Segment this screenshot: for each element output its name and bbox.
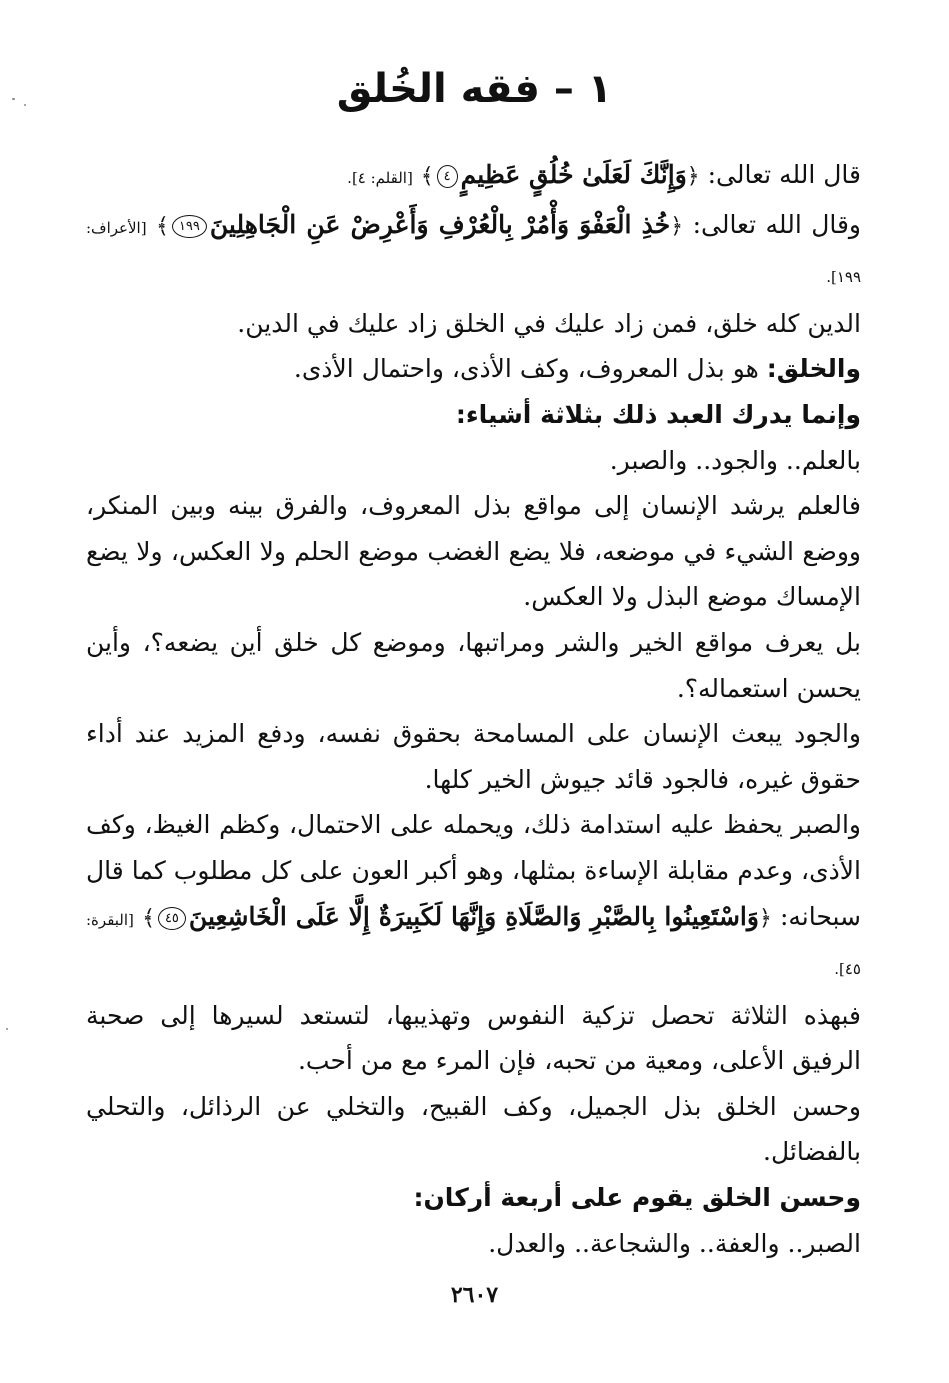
verse-open-bracket: ﴿ <box>686 164 700 189</box>
paragraph: فبهذه الثلاثة تحصل تزكية النفوس وتهذيبها، لتستعد لسيرها إلى صحبة الرفيق الأعلى، ومعية من تحبه، فإن المرء مع من أحب. <box>86 1000 861 1076</box>
verse-line-2 <box>86 202 861 301</box>
scan-speck <box>6 1028 8 1030</box>
section-heading: وإنما يدرك العبد ذلك بثلاثة أشياء: <box>455 399 861 429</box>
page-body <box>86 152 861 1266</box>
definition-paragraph <box>86 346 861 392</box>
verse-close-bracket: ﴾ <box>142 905 155 931</box>
verse-reference: [الأعراف: ١٩٩]. <box>86 218 861 287</box>
verse-close-bracket: ﴾ <box>420 164 434 189</box>
verse-reference: [البقرة: ٤٥]. <box>86 910 861 979</box>
ayah-number-badge: ١٩٩ <box>172 215 207 238</box>
ayah-number-badge: ٤٥ <box>158 907 186 930</box>
definition-term: والخلق: <box>766 354 861 384</box>
chapter-title: ١ – فقه الخُلق <box>336 66 613 112</box>
quran-verse: وَاسْتَعِينُوا بِالصَّبْرِ وَالصَّلَاةِ وَإِنَّهَا لَكَبِيرَةٌ إِلَّا عَلَى الْخَاشِعِينَ <box>188 901 759 931</box>
paragraph: وحسن الخلق بذل الجميل، وكف القبيح، والتخلي عن الرذائل، والتحلي بالفضائل. <box>86 1091 861 1167</box>
paragraph-text: والصبر يحفظ عليه استدامة ذلك، ويحمله على الاحتمال، وكظم الغيظ، وكف الأذى، وعدم مقابلة الإساءة بمثلها، وهو أكبر العون على كل مطلوب كما قال سبحانه: <box>86 810 862 931</box>
page-number: ٢٦٠٧ <box>450 1282 499 1308</box>
quran-verse: وَإِنَّكَ لَعَلَىٰ خُلُقٍ عَظِيمٍ <box>460 160 687 189</box>
paragraph: فالعلم يرشد الإنسان إلى مواقع بذل المعروف، والفرق بينه وبين المنكر، ووضع الشيء في موضعه، فلا يضع الغضب موضع الحلم ولا العكس، ولا يضع الإمساك موضع البذل ولا العكس. <box>86 491 861 612</box>
ayah-number-badge: ٤ <box>437 165 458 188</box>
verse-close-bracket: ﴾ <box>156 213 169 239</box>
paragraph: الدين كله خلق، فمن زاد عليك في الخلق زاد عليك في الدين. <box>237 308 861 338</box>
paragraph: والجود يبعث الإنسان على المسامحة بحقوق نفسه، ودفع المزيد عند أداء حقوق غيره، فالجود قائد جيوش الخير كلها. <box>86 719 861 794</box>
verse-open-bracket: ﴿ <box>670 213 684 239</box>
verse-line-1 <box>86 152 861 202</box>
quran-verse: خُذِ الْعَفْوَ وَأْمُرْ بِالْعُرْفِ وَأَعْرِضْ عَنِ الْجَاهِلِينَ <box>209 209 671 239</box>
paragraph: بالعلم.. والجود.. والصبر. <box>609 445 861 475</box>
paragraph-with-verse <box>86 802 861 992</box>
verse-intro: قال الله تعالى: <box>699 160 861 189</box>
paragraph: بل يعرف مواقع الخير والشر ومراتبها، وموضع كل خلق أين يضعه؟، وأين يحسن استعماله؟. <box>86 627 861 703</box>
definition-text: هو بذل المعروف، وكف الأذى، واحتمال الأذى. <box>293 354 767 384</box>
verse-intro: وقال الله تعالى: <box>683 209 862 239</box>
verse-reference: [القلم: ٤]. <box>347 169 413 187</box>
verse-open-bracket: ﴿ <box>758 905 772 931</box>
section-heading: وحسن الخلق يقوم على أربعة أركان: <box>413 1183 861 1213</box>
paragraph: الصبر.. والعفة.. والشجاعة.. والعدل. <box>488 1228 861 1258</box>
